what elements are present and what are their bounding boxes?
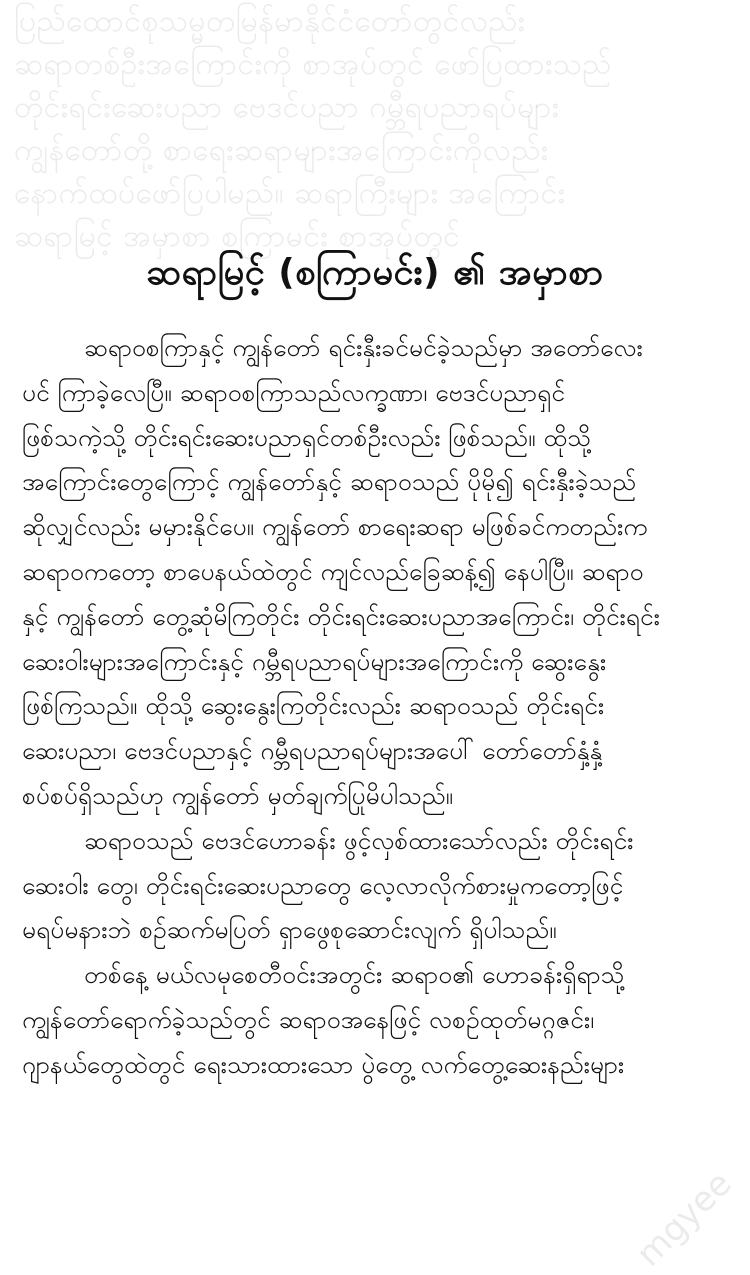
faded-line: ပြည်ထောင်စုသမ္မတမြန်မာနိုင်ငံတော်တွင်လည်း xyxy=(14,4,526,39)
paragraph-3 xyxy=(22,953,730,1087)
text-line: ဆေးပညာ၊ ဗေဒင်ပညာနှင့် ဂမ္ဘီရပညာရပ်များအပေါ် တော်တော်နှံ့နှံ့ xyxy=(22,736,603,766)
text-line: မရပ်မနားဘဲ စဉ်ဆက်မပြတ် ရှာဖွေစုဆောင်းလျက် ရှိပါသည်။ xyxy=(22,915,557,945)
text-line: ဆရာ၀ကတော့ စာပေနယ်ထဲတွင် ကျင်လည်ခြေဆန့်၍ နေပါပြီ။ ဆရာ၀ xyxy=(22,556,644,586)
text-line: ဆေး၀ါးများအကြောင်းနှင့် ဂမ္ဘီရပညာရပ်များအကြောင်းကို ဆွေးနွေး xyxy=(22,646,607,676)
text-line: ကျွန်တော်ရောက်ခဲ့သည်တွင် ဆရာ၀အနေဖြင့် လစဉ်ထုတ်မဂ္ဂဇင်း၊ xyxy=(22,1004,595,1034)
text-line: ဆရာ၀သည် ဗေဒင်ဟောခန်း ဖွင့်လှစ်ထားသော်လည်း တိုင်းရင်း xyxy=(84,825,634,855)
watermark: mgyee xyxy=(629,1163,740,1275)
text-line: ဖြစ်သကဲ့သို့ တိုင်းရင်းဆေးပညာရှင်တစ်ဦးလည်း ဖြစ်သည်။ ထိုသို့ xyxy=(22,422,592,452)
faded-line: ကျွန်တော်တို့ စာရေးဆရာများအကြောင်းကိုလည်း xyxy=(14,133,549,168)
faded-line: နောက်ထပ်ဖော်ပြပါမည်။ ဆရာကြီးများ အကြောင်း xyxy=(14,176,566,211)
text-line: စပ်စပ်ရှိသည်ဟု ကျွန်တော် မှတ်ချက်ပြုမိပါသည်။ xyxy=(22,780,454,810)
text-line: ဂျာနယ်တွေထဲတွင် ရေးသားထားသော ပွဲတွေ့ လက်တွေ့ဆေးနည်းများ xyxy=(22,1049,625,1079)
text-line: ဆိုလျှင်လည်း မမှားနိုင်ပေ။ ကျွန်တော် စာရေးဆရာ မဖြစ်ခင်ကတည်းက xyxy=(22,512,648,542)
faded-line: ဆရာတစ်ဦးအကြောင်းကို စာအုပ်တွင် ဖော်ပြထားသည် xyxy=(14,47,612,82)
text-line: ဖြစ်ကြသည်။ ထိုသို့ ဆွေးနွေးကြတိုင်းလည်း ဆရာ၀သည် တိုင်းရင်း xyxy=(22,691,605,721)
body-text xyxy=(22,326,730,1088)
paragraph-2 xyxy=(22,819,730,953)
faded-background-text xyxy=(0,0,750,285)
text-line: ဆရာ၀စကြာနှင့် ကျွန်တော် ရင်းနှီးခင်မင်ခဲ့သည်မှာ အတော်လေး xyxy=(84,333,643,362)
text-line: ပင် ကြာခဲ့လေပြီ။ ဆရာ၀စကြာသည်လက္ခဏာ၊ ဗေဒင်ပညာရှင် xyxy=(22,377,566,407)
text-line: ဆေး၀ါး တွေ၊ တိုင်းရင်းဆေးပညာတွေ လေ့လာလိုက်စားမှုကတော့ဖြင့် xyxy=(22,870,624,900)
page-title: ဆရာမြင့် (စကြာမင်း) ၏ အမှာစာ xyxy=(146,252,604,294)
text-line: အကြောင်းတွေကြောင့် ကျွန်တော်နှင့် ဆရာ၀သည် ပိုမို၍ ရင်းနှီးခဲ့သည် xyxy=(22,467,637,497)
faded-line: ဆရာမြင့် အမှာစာ စကြာမင်း စာအုပ်တွင် xyxy=(14,219,461,254)
text-line: တစ်နေ့ မယ်လမုစေတီ၀င်းအတွင်း ဆရာ၀၏ ဟောခန်းရှိရာသို့ xyxy=(84,960,625,990)
faded-line: တိုင်းရင်းဆေးပညာ ဗေဒင်ပညာ ဂမ္ဘီရပညာရပ်များ xyxy=(14,90,560,125)
paragraph-1 xyxy=(22,326,730,819)
text-line: နှင့် ကျွန်တော် တွေ့ဆုံမိကြတိုင်း တိုင်းရင်းဆေးပညာအကြောင်း၊ တိုင်းရင်း xyxy=(22,601,660,631)
